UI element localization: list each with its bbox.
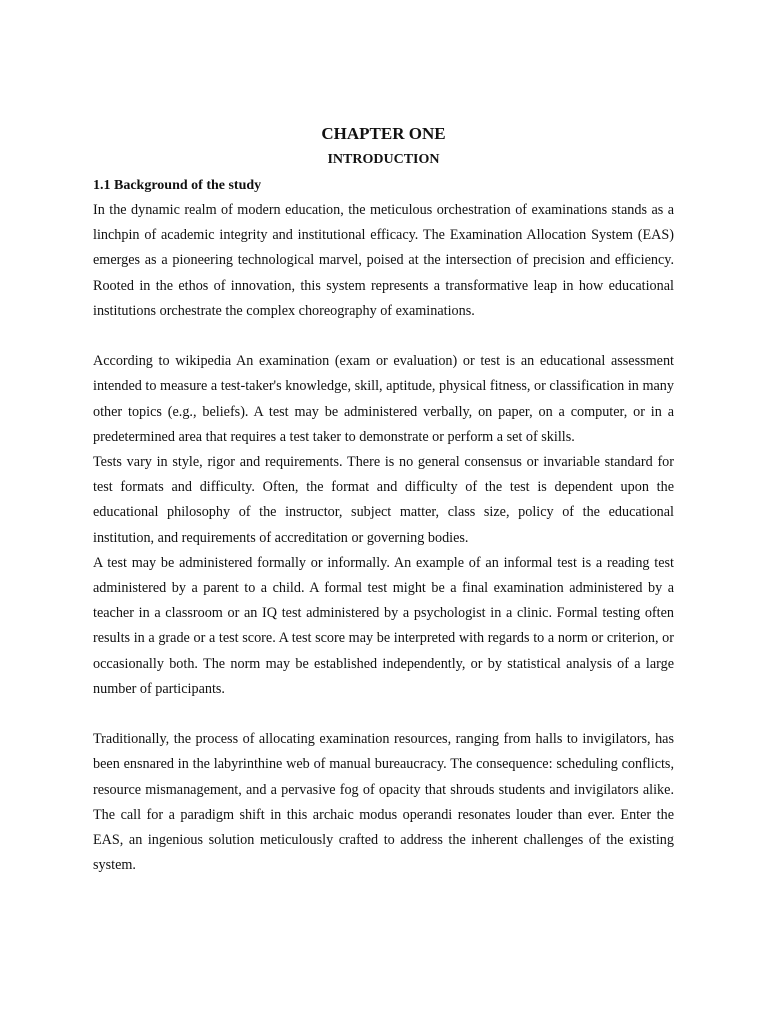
section-heading: 1.1 Background of the study bbox=[93, 178, 262, 193]
paragraph-test-variation: Tests vary in style, rigor and requirements. There is no general consensus or invariable standard for test formats and difficulty. Often, the format and difficulty of the test is dependent upon the educational philosophy of the instructor, subject matter, class size, policy of the educational institution, and requirements of accreditation or governing bodies. bbox=[93, 454, 674, 546]
chapter-title: CHAPTER ONE bbox=[321, 124, 446, 143]
paragraph-traditional-process: Traditionally, the process of allocating examination resources, ranging from halls to invigilators, has been ensnared in the labyrinthine web of manual bureaucracy. The consequence: scheduling conflicts, resource mismanagement, and a pervasive fog of opacity that shrouds students and invigilators alike. The call for a paradigm shift in this archaic modus operandi resonates louder than ever. Enter the EAS, an ingenious solution meticulously crafted to address the inherent challenges of the existing system. bbox=[93, 731, 674, 874]
paragraph-intro: In the dynamic realm of modern education, the meticulous orchestration of examinations stands as a linchpin of academic integrity and institutional efficacy. The Examination Allocation System (EAS) emerges as a pioneering technological marvel, poised at the intersection of precision and efficiency. Rooted in the ethos of innovation, this system represents a transformative leap in how educational institutions orchestrate the complex choreography of examinations. bbox=[93, 202, 674, 319]
paragraph-spacer bbox=[93, 324, 674, 349]
chapter-subtitle: INTRODUCTION bbox=[327, 152, 440, 167]
paragraph-spacer bbox=[93, 702, 674, 727]
document-body bbox=[93, 121, 674, 878]
paragraph-definition: According to wikipedia An examination (exam or evaluation) or test is an educational assessment intended to measure a test-taker's knowledge, skill, aptitude, physical fitness, or classification in many other topics (e.g., beliefs). A test may be administered verbally, on paper, on a computer, or in a predetermined area that requires a test taker to demonstrate or perform a set of skills. bbox=[93, 353, 674, 445]
paragraph-formal-informal: A test may be administered formally or informally. An example of an informal test is a reading test administered by a parent to a child. A formal test might be a final examination administered by a teacher in a classroom or an IQ test administered by a psychologist in a clinic. Formal testing often results in a grade or a test score. A test score may be interpreted with regards to a norm or criterion, or occasionally both. The norm may be established independently, or by statistical analysis of a large number of participants. bbox=[93, 554, 674, 697]
